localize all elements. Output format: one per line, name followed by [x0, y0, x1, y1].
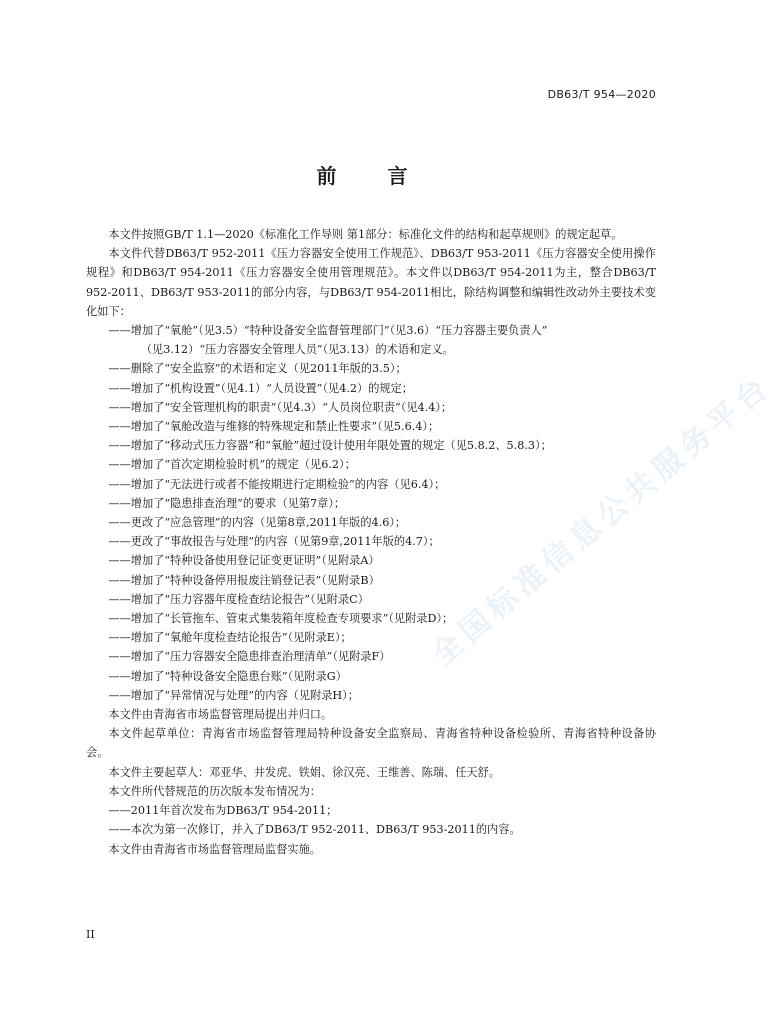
change-item: ——增加了“压力容器安全隐患排查治理清单”（见附录F）: [108, 650, 391, 664]
change-item: ——增加了“移动式压力容器”和“氧舱”超过设计使用年限处置的规定（见5.8.2、5.8.3）；: [108, 439, 552, 453]
change-item: ——更改了“应急管理”的内容（见第8章,2011年版的4.6）；: [108, 516, 407, 530]
paragraph-replacement: 本文件代替DB63/T 952-2011《压力容器安全使用工作规范》、DB63/T 953-2011《压力容器安全使用操作规程》和DB63/T 954-2011《压力容器安全使用管理规范》。本文件以DB63/T 954-2011为主，整合DB63/T 952-2011、DB63/T 953-2011的部分内容，与DB63/T 954-2011相比，除结构调整和编辑性改动外主要技术变化如下：: [86, 247, 656, 318]
paragraph-history-intro: 本文件所代替规范的历次版本发布情况为：: [108, 784, 321, 798]
change-item: ——增加了“异常情况与处理”的内容（见附录H）；: [108, 688, 359, 702]
change-item: ——增加了“氧舱年度检查结论报告”（见附录E）；: [108, 631, 352, 645]
history-item: ——2011年首次发布为DB63/T 954-2011；: [108, 804, 338, 818]
change-item: ——增加了“无法进行或者不能按期进行定期检验”的内容（见6.4）；: [108, 477, 446, 491]
paragraph-drafting-rule: 本文件按照GB/T 1.1—2020《标准化工作导则 第1部分：标准化文件的结构和起草规则》的规定起草。: [108, 228, 623, 241]
section-title: 前 言: [316, 164, 430, 188]
change-item: ——增加了“安全管理机构的职责”（见4.3）“人员岗位职责”（见4.4）；: [108, 400, 453, 414]
change-item: ——更改了“事故报告与处理”的内容（见第9章,2011年版的4.7）；: [108, 535, 440, 549]
paragraph-proposer: 本文件由青海省市场监督管理局提出并归口。: [108, 708, 333, 722]
paragraph-implementation: 本文件由青海省市场监督管理局监督实施。: [108, 842, 321, 856]
change-item: ——增加了“机构设置”（见4.1）“人员设置”（见4.2）的规定；: [108, 381, 413, 395]
change-item: ——增加了“特种设备安全隐患台账”（见附录G）: [108, 669, 347, 683]
change-item: ——增加了“氧舱”（见3.5）“特种设备安全监督管理部门”（见3.6）“压力容器主要负责人” （见3.12）“压力容器安全管理人员”（见3.13）的术语和定义。: [86, 321, 656, 359]
paragraph-drafting-units: 本文件起草单位：青海省市场监督管理局特种设备安全监察局、青海省特种设备检验所、青海省特种设备协会。: [86, 727, 656, 760]
change-item: ——删除了“安全监察”的术语和定义（见2011年版的3.5）；: [108, 362, 407, 376]
watermark: 全国标准信息公共服务平台: [425, 368, 779, 673]
page-number: II: [86, 928, 95, 941]
change-item: ——增加了“氧舱改造与维修的特殊规定和禁止性要求”（见5.6.4）；: [108, 420, 440, 434]
change-item-continuation: （见3.12）“压力容器安全管理人员”（见3.13）的术语和定义。: [140, 343, 454, 357]
change-item: ——增加了“特种设备停用报废注销登记表”（见附录B）: [108, 573, 380, 587]
paragraph-drafters: 本文件主要起草人：邓亚华、井发虎、铁娟、徐汉亮、王维善、陈瑞、任天舒。: [108, 765, 500, 779]
change-item: ——增加了“压力容器年度检查结论报告”（见附录C）: [108, 592, 369, 606]
document-code: DB63/T 954—2020: [547, 88, 656, 101]
change-item: ——增加了“隐患排查治理”的要求（见第7章）；: [108, 496, 346, 510]
change-item: ——增加了“长管拖车、管束式集装箱年度检查专项要求”（见附录D）；: [108, 612, 454, 626]
change-item: ——增加了“首次定期检验时机”的规定（见6.2）；: [108, 458, 356, 472]
history-item: ——本次为第一次修订，并入了DB63/T 952-2011、DB63/T 953-2011的内容。: [108, 823, 521, 837]
change-item: ——增加了“特种设备使用登记证变更证明”（见附录A）: [108, 554, 380, 568]
